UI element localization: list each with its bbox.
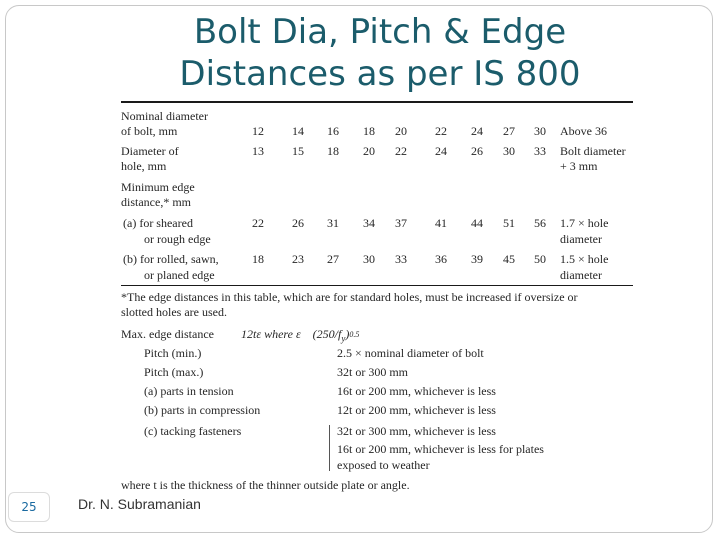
sheared-cell: 51: [503, 216, 515, 230]
sheared-cell: 26: [292, 216, 304, 230]
rolled-cell: 45: [503, 252, 515, 266]
thickness-note: where t is the thickness of the thinner outside plate or angle.: [121, 478, 410, 492]
max-edge-ratio: (250/f: [312, 327, 342, 341]
tacking-value-3: exposed to weather: [337, 458, 430, 472]
sheared-cell: 22: [252, 216, 264, 230]
rolled-cell: 30: [363, 252, 375, 266]
hole-cell: 13: [252, 144, 264, 158]
hole-cell-last-1: Bolt diameter: [560, 144, 626, 158]
max-edge-label: Max. edge distance: [121, 327, 214, 341]
row-label-sheared-2: or rough edge: [144, 232, 211, 246]
rolled-cell-last-2: diameter: [560, 268, 602, 282]
nominal-cell: 18: [363, 124, 375, 138]
tension-label: (a) parts in tension: [144, 384, 234, 398]
table-top-rule: [121, 101, 633, 103]
sheared-cell: 31: [327, 216, 339, 230]
table-bottom-rule: [121, 285, 633, 286]
hole-cell: 20: [363, 144, 375, 158]
sheared-cell: 34: [363, 216, 375, 230]
hole-cell: 15: [292, 144, 304, 158]
nominal-cell: 14: [292, 124, 304, 138]
row-label-rolled-2: or planed edge: [144, 268, 215, 282]
nominal-cell: 27: [503, 124, 515, 138]
slide-author: Dr. N. Subramanian: [78, 496, 201, 512]
tacking-value-2: 16t or 200 mm, whichever is less for plates: [337, 442, 544, 456]
pitch-max-value: 32t or 300 mm: [337, 365, 408, 379]
row-label-nominal-2: of bolt, mm: [121, 124, 178, 138]
nominal-cell: 16: [327, 124, 339, 138]
sheared-cell: 37: [395, 216, 407, 230]
nominal-cell: 12: [252, 124, 264, 138]
hole-cell-last-2: + 3 mm: [560, 159, 598, 173]
tacking-value-1: 32t or 300 mm, whichever is less: [337, 424, 496, 438]
compression-value: 12t or 200 mm, whichever is less: [337, 403, 496, 417]
rolled-cell: 50: [534, 252, 546, 266]
nominal-cell: 30: [534, 124, 546, 138]
hole-cell: 18: [327, 144, 339, 158]
row-label-rolled-1: (b) for rolled, sawn,: [123, 252, 219, 266]
rolled-cell: 27: [327, 252, 339, 266]
nominal-cell: 22: [435, 124, 447, 138]
max-edge-subscript: y: [341, 333, 346, 344]
hole-cell: 24: [435, 144, 447, 158]
rolled-cell-last-1: 1.5 × hole: [560, 252, 609, 266]
table-footnote-2: slotted holes are used.: [121, 305, 227, 319]
pitch-min-label: Pitch (min.): [144, 346, 202, 360]
row-label-edge-1: Minimum edge: [121, 180, 195, 194]
hole-cell: 33: [534, 144, 546, 158]
max-edge-close: ): [345, 327, 350, 341]
nominal-cell-last: Above 36: [560, 124, 607, 138]
sheared-cell: 41: [435, 216, 447, 230]
sheared-cell-last-2: diameter: [560, 232, 602, 246]
tacking-label: (c) tacking fasteners: [144, 424, 242, 438]
row-label-hole-1: Diameter of: [121, 144, 179, 158]
max-edge-formula: 12tε where ε: [241, 327, 301, 341]
rolled-cell: 33: [395, 252, 407, 266]
slide-title-line1: Bolt Dia, Pitch & Edge: [193, 12, 567, 52]
pitch-max-label: Pitch (max.): [144, 365, 204, 379]
row-label-hole-2: hole, mm: [121, 159, 167, 173]
row-label-nominal-1: Nominal diameter: [121, 109, 208, 123]
nominal-cell: 24: [471, 124, 483, 138]
hole-cell: 30: [503, 144, 515, 158]
max-edge-value: [241, 327, 359, 346]
rolled-cell: 36: [435, 252, 447, 266]
nominal-cell: 20: [395, 124, 407, 138]
tension-value: 16t or 200 mm, whichever is less: [337, 384, 496, 398]
slide-title-line2: Distances as per IS 800: [179, 54, 581, 94]
compression-label: (b) parts in compression: [144, 403, 261, 417]
pitch-min-value: 2.5 × nominal diameter of bolt: [337, 346, 484, 360]
rolled-cell: 39: [471, 252, 483, 266]
sheared-cell: 56: [534, 216, 546, 230]
hole-cell: 22: [395, 144, 407, 158]
row-label-edge-2: distance,* mm: [121, 195, 191, 209]
rolled-cell: 23: [292, 252, 304, 266]
slide-number: 25: [8, 492, 50, 522]
table-footnote-1: *The edge distances in this table, which are for standard holes, must be increased if oversize or: [121, 290, 578, 304]
sheared-cell-last-1: 1.7 × hole: [560, 216, 609, 230]
tacking-bracket: [329, 425, 330, 471]
hole-cell: 26: [471, 144, 483, 158]
max-edge-exponent: 0.5: [349, 330, 360, 339]
rolled-cell: 18: [252, 252, 264, 266]
row-label-sheared-1: (a) for sheared: [123, 216, 193, 230]
sheared-cell: 44: [471, 216, 483, 230]
